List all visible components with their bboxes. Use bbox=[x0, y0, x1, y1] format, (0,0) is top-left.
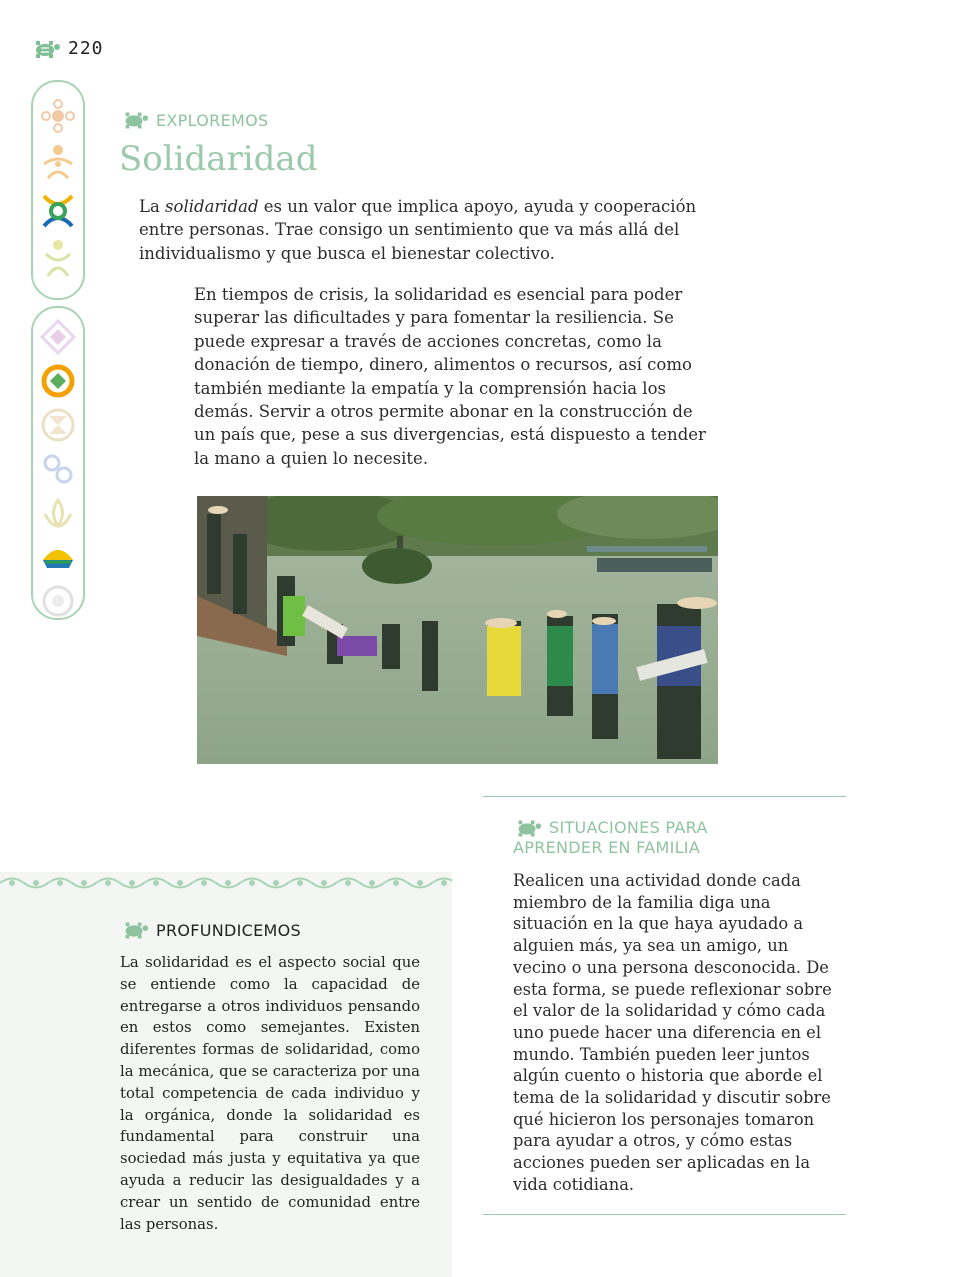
lotus-icon bbox=[33, 494, 83, 532]
solidarity-photo bbox=[197, 496, 718, 764]
exploremos-label-text: EXPLOREMOS bbox=[156, 110, 269, 130]
decorative-border bbox=[0, 872, 452, 894]
sidebar-rail-top bbox=[31, 80, 85, 300]
page-title: Solidaridad bbox=[119, 139, 318, 179]
flower-icon bbox=[33, 96, 83, 136]
turtle-icon bbox=[120, 920, 150, 940]
situaciones-label bbox=[513, 818, 708, 838]
page-number bbox=[30, 38, 104, 59]
intro-post: es un valor que implica apoyo, ayuda y cooperación entre personas. Trae consigo un sentimiento que va más allá del individualismo y que busca el bienestar colectivo. bbox=[139, 197, 697, 263]
diamond-icon bbox=[33, 318, 83, 356]
intro-emphasis: solidaridad bbox=[165, 197, 259, 216]
situaciones-label-line2-wrap bbox=[513, 838, 700, 858]
situaciones-label-line1: SITUACIONES PARA bbox=[549, 818, 708, 837]
bowl-icon bbox=[33, 538, 83, 576]
page-number-text: 220 bbox=[68, 38, 104, 59]
sun-figure-icon bbox=[33, 142, 83, 184]
situaciones-top-rule bbox=[483, 796, 846, 797]
profundicemos-label-text: PROFUNDICEMOS bbox=[156, 920, 302, 940]
situaciones-paragraph: Realicen una actividad donde cada miembro de la familia diga una situación en la que haya ayudado a alguien más, ya sea un amigo, un vecino o una persona desconocida. De esta forma, se puede reflexionar sobre el valor de la solidaridad y cómo cada uno puede hacer una diferencia en el mundo. También pueden leer juntos algún cuento o historia que aborde el tema de la solidaridad y discutir sobre qué hicieron los personajes tomaron para ayudar a otros, y cómo estas acciones pueden ser aplicadas en la vida cotidiana. bbox=[513, 871, 832, 1194]
hourglass-icon bbox=[33, 406, 83, 444]
intro-paragraph bbox=[139, 195, 704, 265]
situaciones-bottom-rule bbox=[483, 1214, 846, 1215]
situaciones-label-line2: APRENDER EN FAMILIA bbox=[513, 838, 701, 857]
turtle-icon bbox=[120, 110, 150, 130]
turtle-icon bbox=[513, 818, 543, 838]
knot-icon bbox=[33, 190, 83, 232]
link-icon bbox=[33, 450, 83, 488]
ring-icon bbox=[33, 362, 83, 400]
body-paragraph: En tiempos de crisis, la solidaridad es esencial para poder superar las dificultades y para fomentar la resiliencia. Se puede expresar a través de acciones concretas, como la donación de tiempo, dinero, alimentos o recursos, así como también mediante la empatía y la comprensión hacia los demás. Servir a otros permite abonar en la construcción de un país que, pese a sus divergencias, está dispuesto a tender la mano a quien lo necesite. bbox=[194, 285, 706, 468]
circle-icon bbox=[33, 582, 83, 620]
sprout-figure-icon bbox=[33, 238, 83, 280]
profundicemos-label bbox=[120, 920, 301, 940]
situaciones-label-text bbox=[549, 818, 708, 838]
sidebar-rail-bottom bbox=[31, 306, 85, 620]
intro-pre: La bbox=[139, 197, 166, 216]
exploremos-label bbox=[120, 110, 268, 130]
profundicemos-paragraph: La solidaridad es el aspecto social que se entiende como la capacidad de entregarse a otros individuos pensando en estos como semejantes. Existen diferentes formas de solidaridad, como la mecánica, que se caracteriza por una total competencia de cada individuo y la orgánica, donde la solidaridad es fundamental para construir una sociedad más justa y equitativa ya que ayuda a reducir las desigualdades y a crear un sentido de comunidad entre las personas. bbox=[120, 954, 420, 1233]
turtle-icon bbox=[30, 39, 62, 59]
